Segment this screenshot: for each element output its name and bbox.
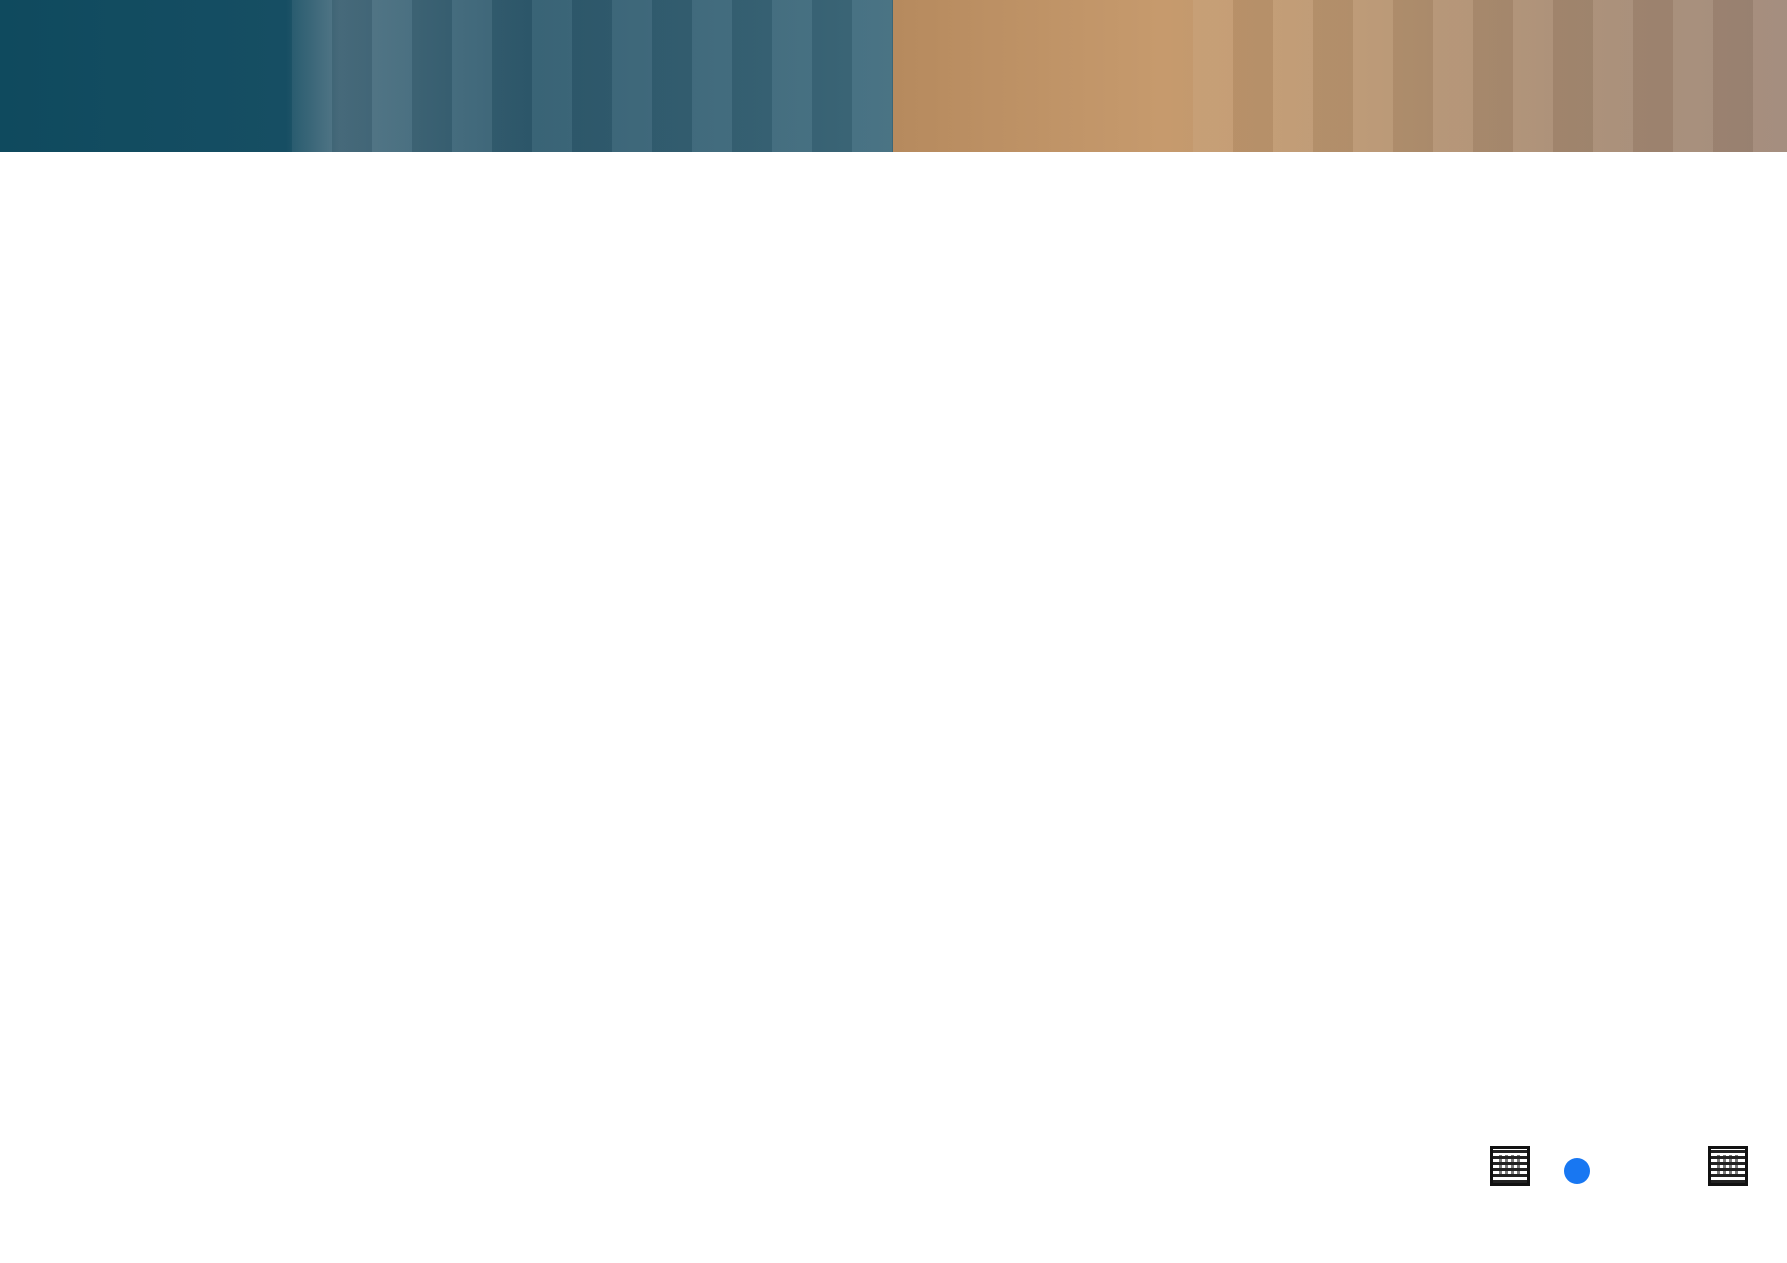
facebook-qr-code[interactable] bbox=[1708, 1146, 1748, 1186]
practical-banner bbox=[893, 0, 1787, 152]
practical-photo bbox=[1193, 0, 1787, 152]
seminar-photo bbox=[292, 0, 893, 152]
seminar-banner bbox=[0, 0, 893, 152]
seminar-qr-code[interactable] bbox=[1490, 1146, 1530, 1186]
facebook-icon[interactable] bbox=[1564, 1158, 1590, 1184]
